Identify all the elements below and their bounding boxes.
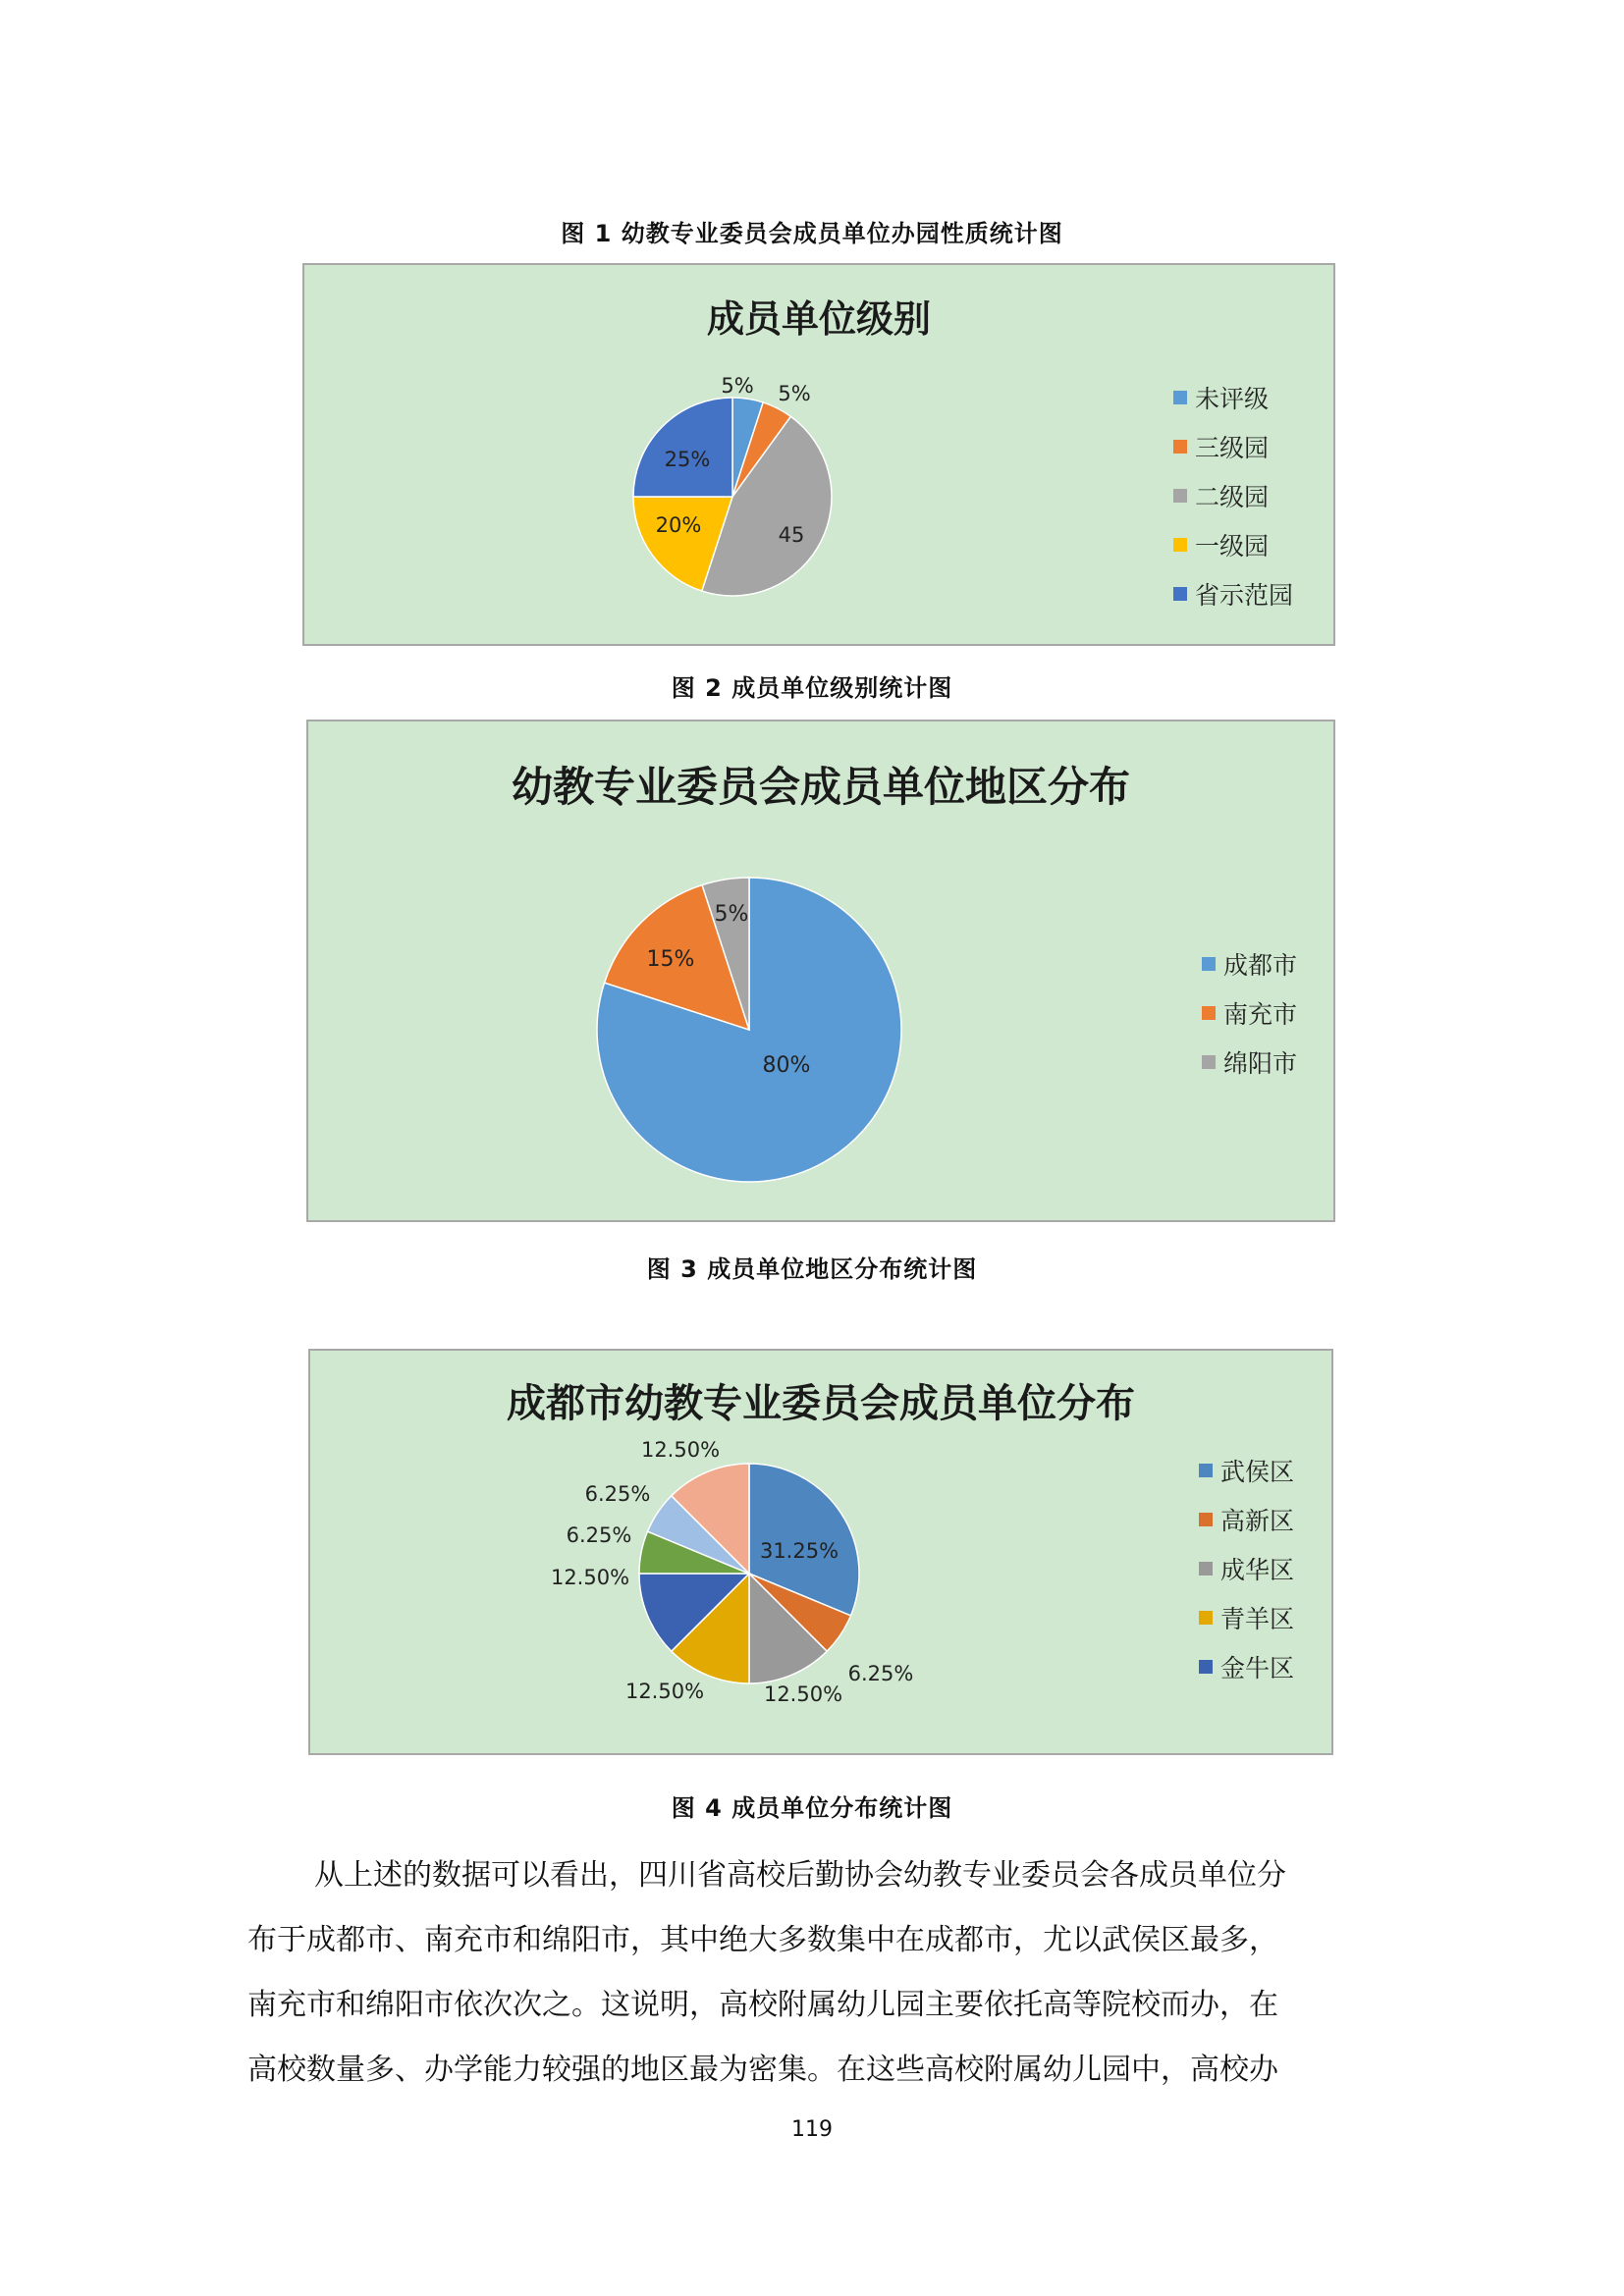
legend-swatch bbox=[1173, 489, 1187, 503]
figure-2-caption: 图 2 成员单位级别统计图 bbox=[671, 674, 953, 702]
legend-swatch bbox=[1202, 1006, 1216, 1020]
legend-item bbox=[1199, 1544, 1294, 1593]
legend-label: 二级园 bbox=[1195, 483, 1270, 511]
pie-data-label: 5% bbox=[714, 902, 749, 927]
pie-data-label: 31.25% bbox=[759, 1539, 839, 1563]
legend-label: 武侯区 bbox=[1220, 1458, 1295, 1486]
legend-item bbox=[1199, 1593, 1294, 1642]
legend-swatch bbox=[1199, 1611, 1213, 1625]
pie-data-label: 12.50% bbox=[763, 1682, 843, 1706]
page-number: 119 bbox=[791, 2117, 833, 2142]
legend-label: 成华区 bbox=[1220, 1556, 1295, 1584]
legend-item bbox=[1199, 1446, 1294, 1495]
legend-swatch bbox=[1202, 957, 1216, 971]
legend-label: 一级园 bbox=[1195, 532, 1270, 561]
legend-swatch bbox=[1173, 587, 1187, 601]
legend-label: 省示范园 bbox=[1195, 581, 1294, 610]
legend-swatch bbox=[1202, 1055, 1216, 1069]
legend-item bbox=[1173, 520, 1293, 569]
pie-data-label: 5% bbox=[721, 374, 754, 398]
legend-swatch bbox=[1173, 538, 1187, 552]
pie-data-label: 6.25% bbox=[566, 1523, 632, 1547]
legend-label: 绵阳市 bbox=[1223, 1049, 1298, 1078]
legend-item bbox=[1173, 471, 1293, 520]
pie-data-label: 25% bbox=[664, 448, 711, 471]
legend-item bbox=[1173, 569, 1293, 618]
pie-data-label: 45 bbox=[778, 523, 805, 547]
pie-data-label: 5% bbox=[778, 382, 811, 405]
pie-data-label: 15% bbox=[646, 947, 695, 972]
chart-panel-level bbox=[302, 263, 1335, 646]
chart-legend bbox=[1202, 939, 1297, 1087]
pie-chart-region bbox=[308, 721, 1337, 1224]
legend-item bbox=[1199, 1495, 1294, 1544]
legend-label: 金牛区 bbox=[1220, 1654, 1295, 1682]
legend-item bbox=[1173, 373, 1293, 422]
legend-swatch bbox=[1173, 391, 1187, 404]
legend-item bbox=[1202, 939, 1297, 988]
legend-label: 南充市 bbox=[1223, 1000, 1298, 1029]
figure-1-caption: 图 1 幼教专业委员会成员单位办园性质统计图 bbox=[561, 220, 1063, 247]
legend-item bbox=[1173, 422, 1293, 471]
legend-label: 未评级 bbox=[1195, 385, 1270, 413]
legend-swatch bbox=[1199, 1513, 1213, 1526]
pie-data-label: 80% bbox=[762, 1053, 811, 1078]
pie-data-label: 12.50% bbox=[624, 1680, 705, 1703]
chart-title: 成都市幼教专业委员会成员单位分布 bbox=[507, 1381, 1135, 1426]
legend-swatch bbox=[1199, 1464, 1213, 1477]
paragraph-line: 高校数量多、办学能力较强的地区最为密集。在这些高校附属幼儿园中，高校办 bbox=[247, 2053, 1278, 2087]
paragraph-line: 南充市和绵阳市依次次之。这说明，高校附属幼儿园主要依托高等院校而办，在 bbox=[247, 1988, 1278, 2022]
pie-data-label: 12.50% bbox=[640, 1438, 721, 1462]
chart-title: 成员单位级别 bbox=[706, 297, 931, 341]
chart-panel-region bbox=[306, 720, 1335, 1222]
chart-title: 幼教专业委员会成员单位地区分布 bbox=[511, 763, 1130, 811]
legend-item bbox=[1202, 988, 1297, 1038]
figure-3-caption: 图 3 成员单位地区分布统计图 bbox=[646, 1255, 978, 1283]
legend-swatch bbox=[1173, 440, 1187, 454]
legend-swatch bbox=[1199, 1562, 1213, 1575]
pie-data-label: 12.50% bbox=[550, 1566, 630, 1589]
pie-data-label: 6.25% bbox=[847, 1662, 914, 1685]
pie-data-label: 6.25% bbox=[584, 1482, 651, 1506]
paragraph-line: 布于成都市、南充市和绵阳市，其中绝大多数集中在成都市，尤以武侯区最多， bbox=[247, 1923, 1278, 1957]
figure-4-caption: 图 4 成员单位分布统计图 bbox=[671, 1794, 953, 1822]
legend-label: 青羊区 bbox=[1220, 1605, 1295, 1633]
legend-swatch bbox=[1199, 1660, 1213, 1674]
pie-data-label: 20% bbox=[655, 513, 702, 537]
chart-panel-chengdu bbox=[308, 1349, 1333, 1755]
legend-item bbox=[1202, 1038, 1297, 1087]
paragraph-line: 从上述的数据可以看出，四川省高校后勤协会幼教专业委员会各成员单位分 bbox=[314, 1858, 1286, 1893]
chart-legend bbox=[1199, 1446, 1294, 1691]
chart-legend bbox=[1173, 373, 1293, 618]
legend-label: 成都市 bbox=[1223, 951, 1298, 980]
legend-label: 高新区 bbox=[1220, 1507, 1295, 1535]
pie-chart-chengdu bbox=[310, 1351, 1335, 1757]
legend-label: 三级园 bbox=[1195, 434, 1270, 462]
legend-item bbox=[1199, 1642, 1294, 1691]
body-paragraph bbox=[247, 1843, 1384, 2103]
